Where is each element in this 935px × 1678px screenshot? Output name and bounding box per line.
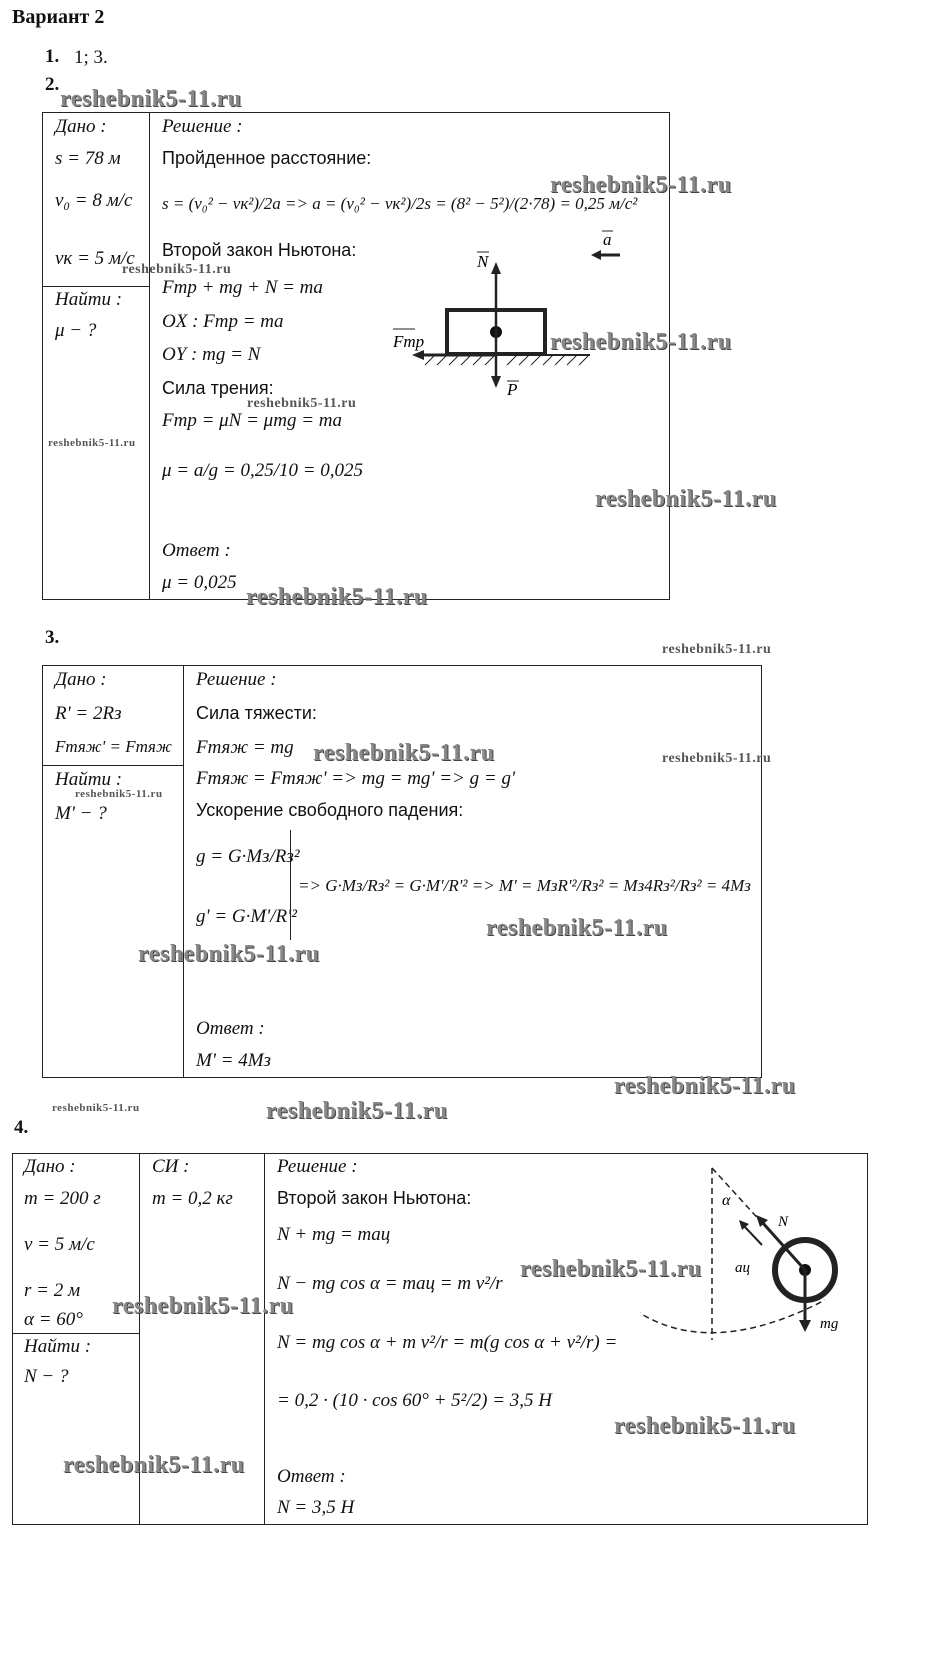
problem-2-given-s: s = 78 м [55, 148, 121, 169]
problem-2-line-9: μ = a/g = 0,25/10 = 0,025 [162, 460, 364, 481]
watermark: reshebnik5-11.ru [112, 1293, 294, 1319]
problem-3-line-6: g' = G·M'/R'² [196, 906, 297, 927]
watermark: reshebnik5-11.ru [313, 740, 495, 766]
problem-3-system-bar [290, 830, 291, 940]
problem-2-line-6: OY : mg = N [162, 344, 261, 365]
watermark: reshebnik5-11.ru [520, 1256, 702, 1282]
problem-4-divider-2 [264, 1153, 265, 1525]
label-mg: mg [820, 1316, 839, 1332]
problem-2-answer-label: Ответ : [162, 540, 231, 561]
label-alpha: α [722, 1192, 731, 1209]
problem-4-given-m: m = 200 г [24, 1188, 101, 1209]
problem-3-dano-label: Дано : [55, 669, 107, 690]
problem-2-answer: μ = 0,025 [162, 572, 237, 593]
problem-3-divider [183, 665, 184, 1078]
label-N: N [778, 1214, 789, 1230]
problem-3-find-label: Найти : [55, 769, 123, 790]
problem-1-answer: 1; 3. [74, 47, 108, 68]
problem-4-given-alpha: α = 60° [24, 1309, 83, 1330]
problem-3-answer: M' = 4Mз [196, 1050, 271, 1071]
watermark: reshebnik5-11.ru [52, 1102, 140, 1114]
problem-4-given-v: v = 5 м/с [24, 1234, 95, 1255]
problem-2-divider [149, 112, 150, 600]
problem-3-given-F: Fтяж' = Fтяж [55, 737, 172, 756]
label-ac: aц [735, 1260, 750, 1276]
watermark: reshebnik5-11.ru [550, 172, 732, 198]
problem-4-answer: N = 3,5 Н [277, 1497, 355, 1518]
problem-4-line-2: N + mg = maц [277, 1224, 391, 1245]
problem-4-force-diagram [640, 1160, 865, 1340]
watermark: reshebnik5-11.ru [595, 486, 777, 512]
problem-4-find-label: Найти : [24, 1336, 92, 1357]
problem-2-dano-label: Дано : [55, 116, 107, 137]
watermark: reshebnik5-11.ru [48, 437, 136, 449]
problem-2-given-vk: vк = 5 м/с [55, 248, 135, 269]
problem-3-find: M' − ? [55, 803, 107, 824]
label-P: P [507, 380, 518, 399]
watermark: reshebnik5-11.ru [486, 915, 668, 941]
label-a: a [603, 230, 612, 249]
problem-4-dano-label: Дано : [24, 1156, 76, 1177]
watermark: reshebnik5-11.ru [614, 1413, 796, 1439]
problem-2-given-v0: v₀ = 8 м/с [55, 190, 133, 211]
problem-2-find: μ − ? [55, 320, 97, 341]
problem-3-given-R: R' = 2Rз [55, 703, 122, 724]
problem-3-table [42, 665, 762, 1078]
trajectory-arc [640, 1300, 825, 1333]
watermark: reshebnik5-11.ru [550, 329, 732, 355]
problem-2-line-1: Пройденное расстояние: [162, 148, 372, 168]
problem-2-force-diagram [385, 225, 645, 400]
problem-3-answer-label: Ответ : [196, 1018, 265, 1039]
problem-4-solution-label: Решение : [277, 1156, 358, 1177]
problem-4-si-value: m = 0,2 кг [152, 1188, 233, 1209]
problem-2-solution-label: Решение : [162, 116, 243, 137]
problem-4-number: 4. [14, 1117, 29, 1138]
watermark: reshebnik5-11.ru [662, 642, 772, 657]
problem-1-number: 1. [45, 46, 60, 67]
problem-3-line-5: g = G·Mз/Rз² [196, 846, 300, 867]
problem-2-given-divider [42, 286, 150, 287]
watermark: reshebnik5-11.ru [60, 86, 242, 112]
problem-4-given-r: r = 2 м [24, 1280, 81, 1301]
label-Ftr: Fтр [393, 332, 425, 351]
problem-2-find-label: Найти : [55, 289, 123, 310]
problem-3-line-2: Fтяж = mg [196, 737, 294, 758]
problem-2-number: 2. [45, 74, 60, 95]
watermark: reshebnik5-11.ru [246, 584, 428, 610]
page-title: Вариант 2 [12, 6, 105, 28]
problem-2-line-3: Второй закон Ньютона: [162, 240, 357, 260]
problem-2-line-5: OX : Fтр = ma [162, 311, 284, 332]
problem-4-line-4: N = mg cos α + m v²/r = m(g cos α + v²/r) = [277, 1332, 618, 1353]
problem-3-number: 3. [45, 627, 60, 648]
watermark: reshebnik5-11.ru [266, 1098, 448, 1124]
centripetal-acc-arrow [744, 1226, 762, 1245]
problem-2-line-4: Fтр + mg + N = ma [162, 277, 323, 298]
problem-3-given-divider [42, 765, 184, 766]
label-N: N [477, 252, 489, 271]
watermark: reshebnik5-11.ru [662, 751, 772, 766]
problem-4-answer-label: Ответ : [277, 1466, 346, 1487]
problem-4-find: N − ? [24, 1366, 69, 1387]
problem-3-line-4: Ускорение свободного падения: [196, 800, 464, 820]
problem-3-solution-label: Решение : [196, 669, 277, 690]
problem-2-line-8: Fтр = μN = μmg = ma [162, 410, 342, 431]
problem-3-line-7: => G·Mз/Rз² = G·M'/R'² => M' = MзR'²/Rз² = Mз4Rз²/Rз² = 4Mз [298, 876, 751, 895]
watermark: reshebnik5-11.ru [247, 396, 357, 411]
problem-3-line-1: Сила тяжести: [196, 703, 317, 723]
problem-3-line-3: Fтяж = Fтяж' => mg = mg' => g = g' [196, 768, 516, 789]
problem-2-line-7: Сила трения: [162, 378, 274, 398]
watermark: reshebnik5-11.ru [75, 788, 163, 800]
watermark: reshebnik5-11.ru [63, 1452, 245, 1478]
problem-2-line-2: s = (v₀² − vк²)/2a => a = (v₀² − vк²)/2s = (8² − 5²)/(2·78) = 0,25 м/с² [162, 194, 638, 213]
problem-4-si-label: СИ : [152, 1156, 190, 1177]
problem-4-line-3: N − mg cos α = maц = m v²/r [277, 1273, 503, 1294]
watermark: reshebnik5-11.ru [614, 1073, 796, 1099]
watermark: reshebnik5-11.ru [138, 941, 320, 967]
problem-4-line-5: = 0,2 · (10 · cos 60° + 5²/2) = 3,5 Н [277, 1390, 552, 1411]
problem-4-given-divider [12, 1333, 140, 1334]
problem-4-line-1: Второй закон Ньютона: [277, 1188, 472, 1208]
watermark: reshebnik5-11.ru [122, 262, 232, 277]
